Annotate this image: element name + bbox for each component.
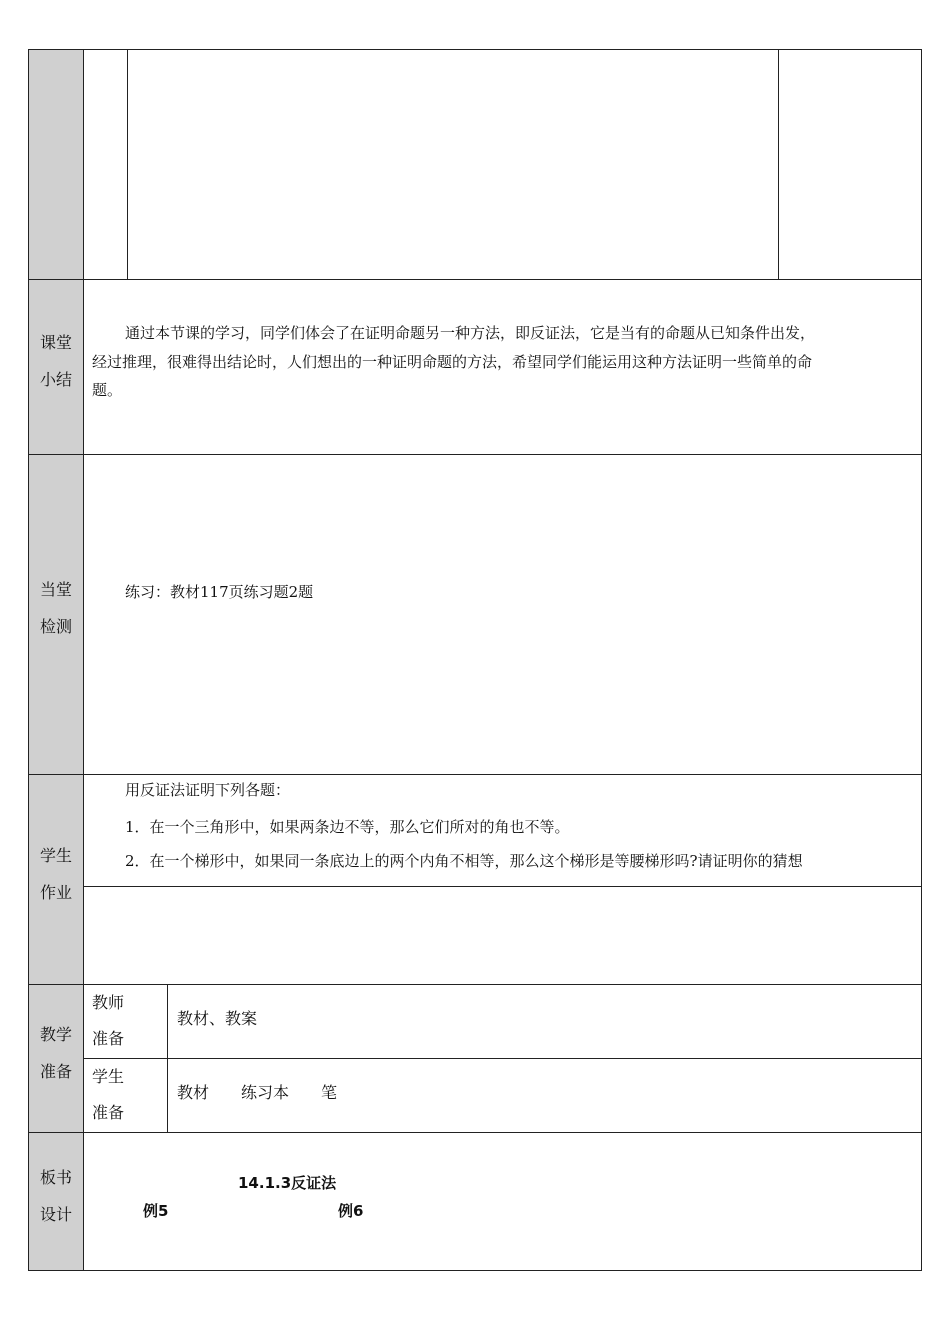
- homework-intro: 用反证法证明下列各题：: [125, 781, 291, 799]
- board-example-1: 例5: [143, 1202, 169, 1220]
- check-text: 练习：教材117页练习题2题: [125, 583, 314, 601]
- board-label-line1: 板书: [39, 1168, 72, 1187]
- summary-label-line2: 小结: [39, 370, 72, 389]
- teacher-prep-content: 教材、教案: [177, 1009, 258, 1028]
- row-separator-homework: [28, 774, 922, 775]
- prep-inner-separator: [83, 1058, 922, 1059]
- top-section-inner-left-line: [127, 49, 128, 280]
- row-separator-prep: [28, 984, 922, 985]
- row-separator-summary: [28, 279, 922, 280]
- top-section-inner-right-line: [778, 49, 779, 280]
- table-right-border: [921, 49, 922, 1271]
- row-separator-check: [28, 454, 922, 455]
- homework-inner-separator: [83, 886, 922, 887]
- teacher-prep-label-line2: 准备: [92, 1029, 125, 1048]
- table-top-border: [28, 49, 922, 50]
- summary-text-line3: 题。: [92, 381, 123, 399]
- table-bottom-border: [28, 1270, 922, 1271]
- homework-label-line1: 学生: [39, 846, 72, 865]
- homework-item-1: 1．在一个三角形中，如果两条边不等，那么它们所对的角也不等。: [125, 818, 570, 836]
- summary-label: [29, 324, 83, 398]
- board-example-2: 例6: [338, 1202, 364, 1220]
- homework-label-line2: 作业: [39, 883, 72, 902]
- board-label: [29, 1159, 83, 1233]
- prep-label-line2: 准备: [39, 1062, 72, 1081]
- homework-label: [29, 837, 83, 911]
- check-label-line1: 当堂: [39, 580, 72, 599]
- prep-sublabel-divider: [167, 984, 168, 1133]
- summary-text-line1: 通过本节课的学习，同学们体会了在证明命题另一种方法，即反证法，它是当有的命题从已知条件出发，: [125, 324, 816, 342]
- prep-label: [29, 1016, 83, 1090]
- row-separator-board: [28, 1132, 922, 1133]
- student-prep-label: [92, 1059, 124, 1131]
- student-prep-label-line1: 学生: [92, 1067, 125, 1086]
- student-prep-content: 教材 练习本 笔: [177, 1083, 338, 1102]
- check-label: [29, 571, 83, 645]
- board-label-line2: 设计: [39, 1205, 72, 1224]
- homework-item-2: 2．在一个梯形中，如果同一条底边上的两个内角不相等，那么这个梯形是等腰梯形吗?请证明你的猜想: [125, 852, 803, 870]
- prep-label-line1: 教学: [39, 1025, 72, 1044]
- board-title: 14.1.3反证法: [238, 1174, 337, 1192]
- teacher-prep-label-line1: 教师: [92, 993, 125, 1012]
- label-column-divider: [83, 49, 84, 1271]
- teacher-prep-label: [92, 985, 124, 1057]
- summary-text-line2: 经过推理，很难得出结论时，人们想出的一种证明命题的方法，希望同学们能运用这种方法证明一些简单的命: [92, 353, 813, 371]
- check-label-line2: 检测: [39, 617, 72, 636]
- student-prep-label-line2: 准备: [92, 1103, 125, 1122]
- summary-label-line1: 课堂: [39, 333, 72, 352]
